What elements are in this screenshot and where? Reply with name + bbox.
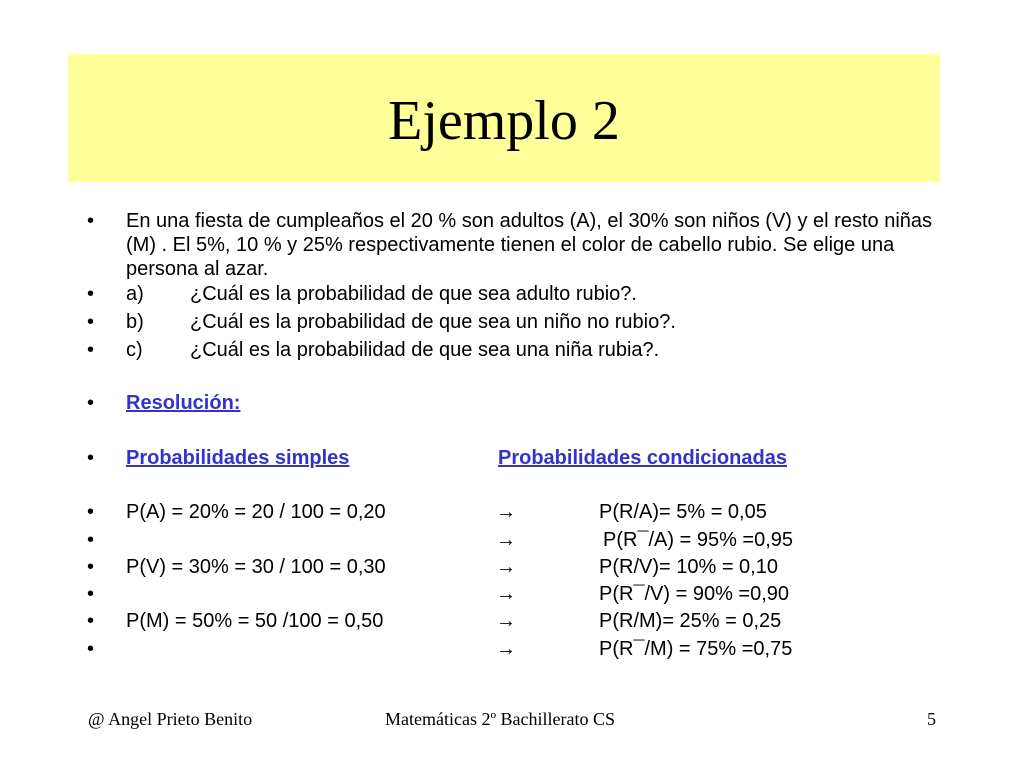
- question-label: c): [126, 339, 143, 361]
- simple-prob: P(V) = 30% = 30 / 100 = 0,30: [126, 556, 386, 578]
- footer-course: Matemáticas 2º Bachillerato CS: [385, 709, 616, 729]
- bullet: •: [87, 610, 95, 632]
- bullet: •: [87, 392, 95, 414]
- bullet: •: [87, 529, 95, 551]
- bullet: •: [87, 210, 95, 232]
- bullet: •: [87, 283, 95, 305]
- simple-prob: P(M) = 50% = 50 /100 = 0,50: [126, 610, 384, 632]
- header-cond-link[interactable]: Probabilidades condicionadas: [498, 447, 787, 469]
- arrow-icon: →: [496, 556, 516, 578]
- question-text: ¿Cuál es la probabilidad de que sea una niña rubia?.: [190, 339, 660, 361]
- question-text: ¿Cuál es la probabilidad de que sea un niño no rubio?.: [190, 311, 676, 333]
- bullet: •: [87, 583, 95, 605]
- header-gap-underline: [380, 446, 498, 466]
- bullet: •: [87, 447, 95, 469]
- intro-text: En una fiesta de cumpleaños el 20 % son adultos (A), el 30% son niños (V) y el resto niñas (M) . El 5%, 10 % y 25% respectivamente tienen el color de cabello rubio. Se elige una persona al azar.: [126, 210, 933, 280]
- footer-page-number: 5: [927, 709, 936, 729]
- bullet: •: [87, 311, 95, 333]
- question-label: a): [126, 283, 144, 305]
- cond-prob: P(R¯/A) = 95% =0,95: [603, 529, 794, 551]
- arrow-icon: →: [496, 583, 516, 605]
- bullet: •: [87, 339, 95, 361]
- arrow-icon: →: [496, 638, 516, 660]
- question-text: ¿Cuál es la probabilidad de que sea adulto rubio?.: [190, 283, 637, 305]
- arrow-icon: →: [496, 529, 516, 551]
- footer-author: @ Angel Prieto Benito: [88, 709, 253, 729]
- resolution-link[interactable]: Resolución:: [126, 392, 241, 414]
- bullet: •: [87, 638, 95, 660]
- question-label: b): [126, 311, 144, 333]
- simple-prob: P(A) = 20% = 20 / 100 = 0,20: [126, 501, 386, 523]
- header-simple-link[interactable]: Probabilidades simples: [126, 447, 350, 469]
- bullet: •: [87, 501, 95, 523]
- bullet: •: [87, 556, 95, 578]
- cond-prob: P(R/A)= 5% = 0,05: [599, 501, 767, 523]
- arrow-icon: →: [496, 610, 516, 632]
- slide-title: Ejemplo 2: [388, 90, 620, 152]
- title-banner: [68, 54, 940, 182]
- cond-prob: P(R¯/M) = 75% =0,75: [599, 638, 793, 660]
- cond-prob: P(R/M)= 25% = 0,25: [599, 610, 782, 632]
- arrow-icon: →: [496, 501, 516, 523]
- cond-prob: P(R¯/V) = 90% =0,90: [599, 583, 790, 605]
- cond-prob: P(R/V)= 10% = 0,10: [599, 556, 778, 578]
